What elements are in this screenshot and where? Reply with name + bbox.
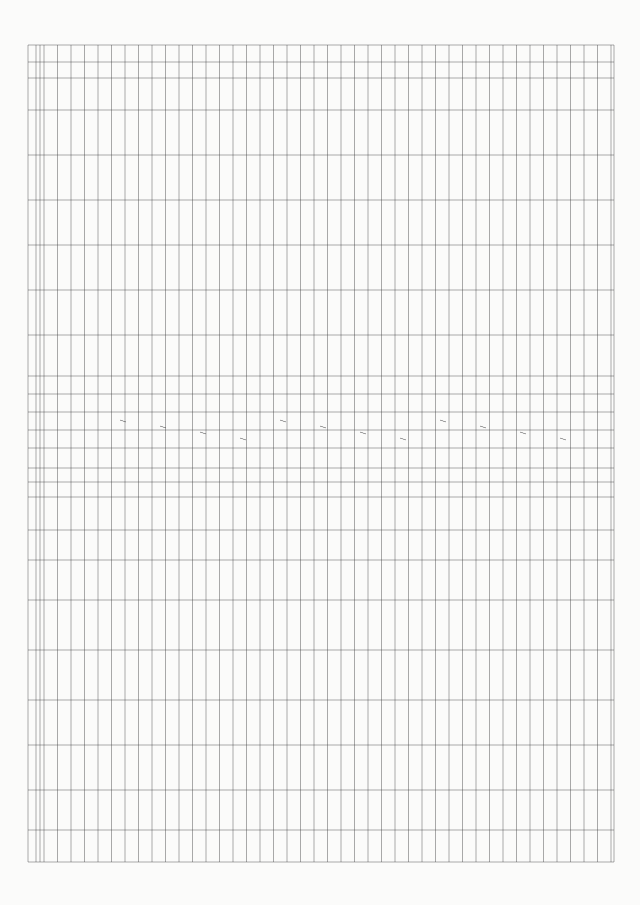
scan-mark [560,438,566,440]
scan-mark [400,438,406,440]
scan-mark [360,432,366,434]
scan-mark [160,426,166,428]
scan-mark [200,432,206,434]
scan-mark [480,426,486,428]
scan-mark [280,420,286,422]
scan-mark [320,426,326,428]
scan-mark [440,420,446,422]
scan-mark [240,438,246,440]
scan-mark [520,432,526,434]
